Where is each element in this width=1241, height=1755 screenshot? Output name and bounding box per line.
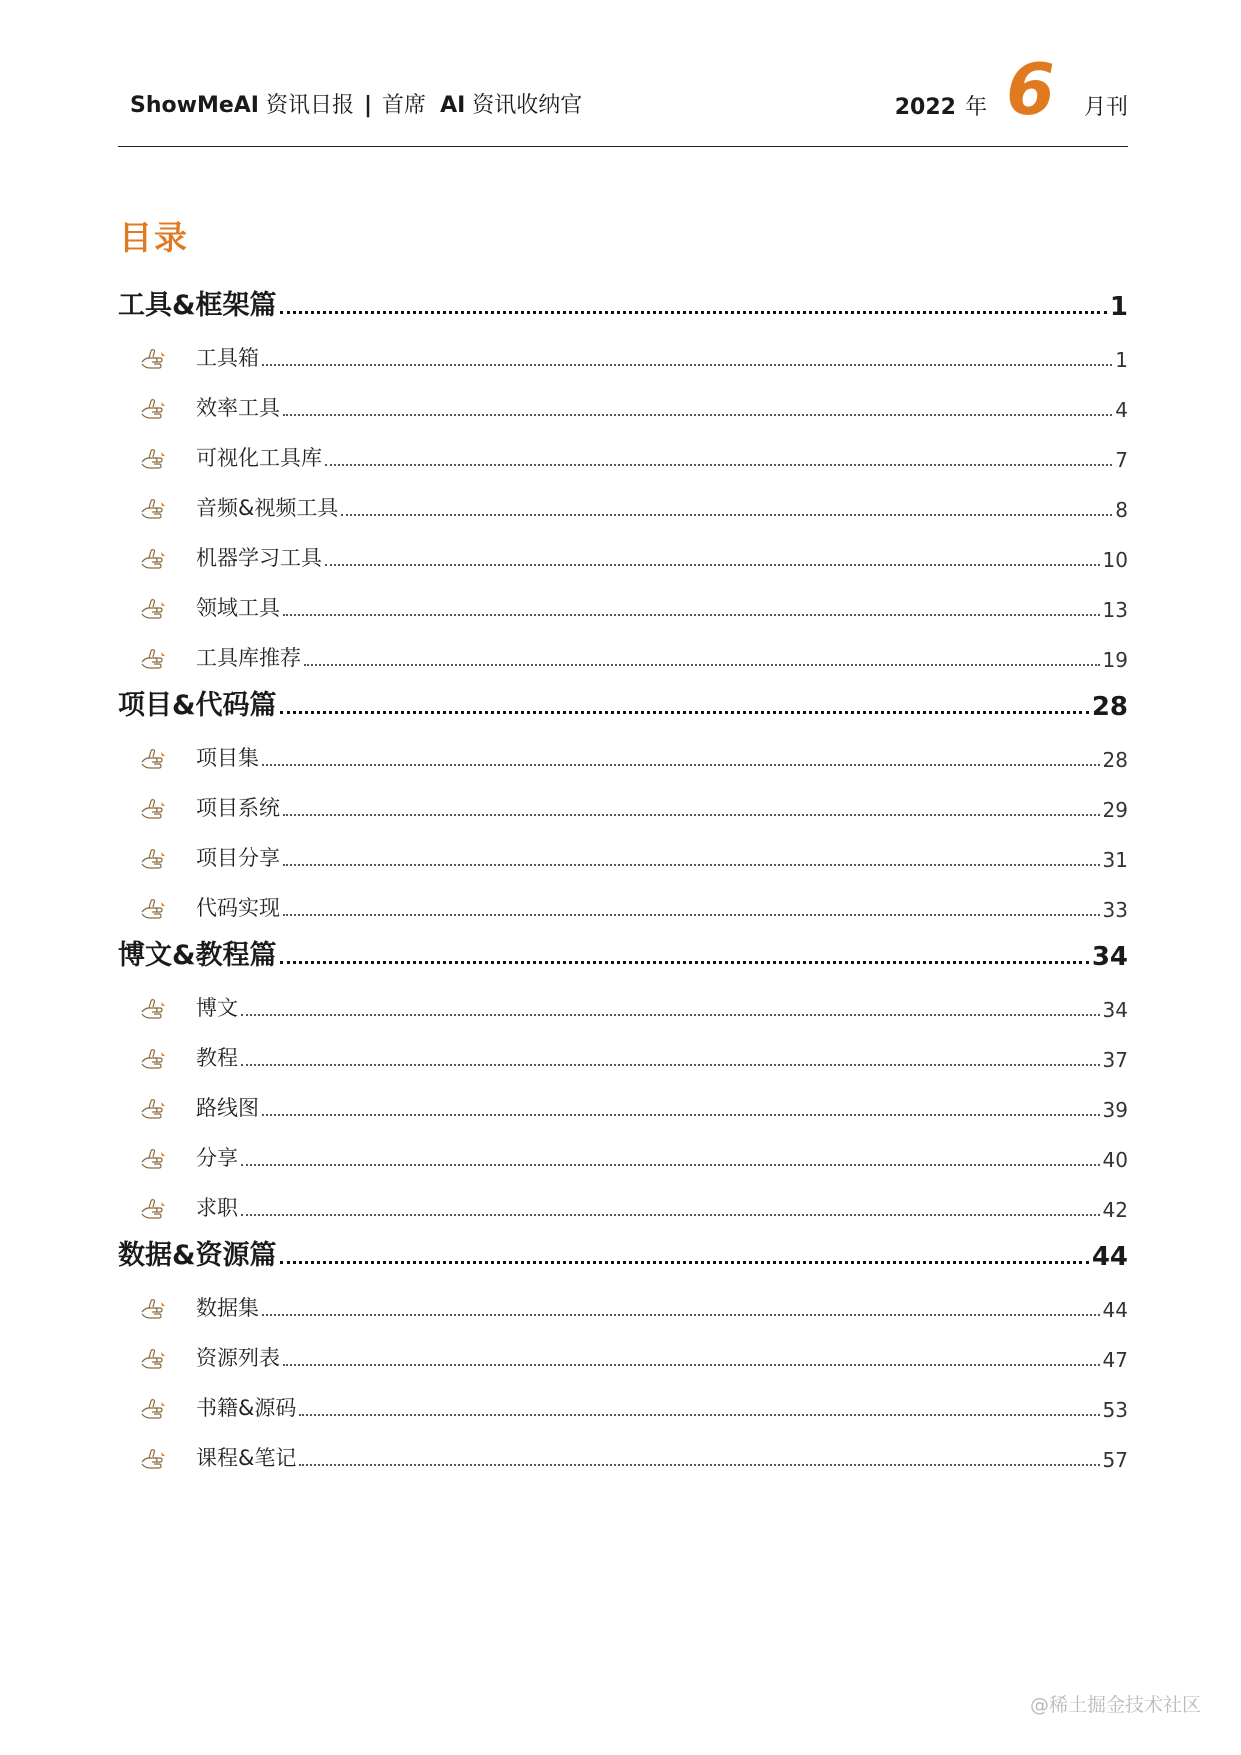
- toc-entry-page: 19: [1102, 648, 1128, 672]
- toc-entry-page: 29: [1102, 798, 1128, 822]
- toc-entry-label: 领域工具: [196, 596, 280, 620]
- toc-entry[interactable]: [118, 472, 1128, 522]
- toc-entry-page: 33: [1102, 898, 1128, 922]
- dot-leader: [280, 1260, 1089, 1264]
- toc-entry[interactable]: [118, 322, 1128, 372]
- toc-entry-label: 博文: [196, 996, 238, 1020]
- dot-leader: [283, 813, 1100, 816]
- dot-leader: [262, 763, 1100, 766]
- toc-entry-page: 28: [1102, 748, 1128, 772]
- pointing-hand-icon: [140, 1148, 170, 1170]
- toc-entry-page: 31: [1102, 848, 1128, 872]
- toc-entry[interactable]: [118, 972, 1128, 1022]
- issue-year-suffix: 年: [965, 95, 988, 120]
- toc-section[interactable]: [118, 272, 1128, 322]
- toc-entry-page: 1: [1115, 348, 1128, 372]
- toc-entry-label: 求职: [196, 1196, 238, 1220]
- dot-leader: [262, 363, 1112, 366]
- pointing-hand-icon: [140, 998, 170, 1020]
- pointing-hand-icon: [140, 448, 170, 470]
- dot-leader: [280, 710, 1089, 714]
- toc-section-label: 项目&代码篇: [118, 690, 277, 721]
- pointing-hand-icon: [140, 848, 170, 870]
- pointing-hand-icon: [140, 548, 170, 570]
- toc-section[interactable]: [118, 672, 1128, 722]
- toc-entry[interactable]: [118, 1122, 1128, 1172]
- header-sub-ai: AI: [440, 93, 466, 118]
- page-header: [118, 40, 1128, 147]
- issue-year: 2022: [894, 95, 956, 120]
- dot-leader: [304, 663, 1100, 666]
- pointing-hand-icon: [140, 598, 170, 620]
- toc-entry-page: 8: [1115, 498, 1128, 522]
- toc-entry[interactable]: [118, 422, 1128, 472]
- toc-entry[interactable]: [118, 722, 1128, 772]
- header-issue: [895, 50, 1128, 130]
- toc-entry[interactable]: [118, 372, 1128, 422]
- pointing-hand-icon: [140, 348, 170, 370]
- dot-leader: [325, 563, 1100, 566]
- table-of-contents: [118, 272, 1128, 1472]
- toc-entry[interactable]: [118, 1322, 1128, 1372]
- toc-entry-page: 42: [1102, 1198, 1128, 1222]
- toc-entry-page: 37: [1102, 1048, 1128, 1072]
- toc-entry-page: 10: [1102, 548, 1128, 572]
- toc-entry[interactable]: [118, 622, 1128, 672]
- toc-entry-label: 音频&视频工具: [196, 496, 339, 520]
- toc-entry[interactable]: [118, 1422, 1128, 1472]
- toc-entry[interactable]: [118, 822, 1128, 872]
- toc-entry[interactable]: [118, 1172, 1128, 1222]
- header-title: [130, 88, 582, 119]
- toc-entry-label: 项目集: [196, 746, 259, 770]
- dot-leader: [283, 613, 1100, 616]
- toc-entry-label: 课程&笔记: [196, 1446, 297, 1470]
- toc-entry-label: 资源列表: [196, 1346, 280, 1370]
- toc-entry-label: 代码实现: [196, 896, 280, 920]
- pointing-hand-icon: [140, 1348, 170, 1370]
- dot-leader: [341, 513, 1112, 516]
- toc-section[interactable]: [118, 922, 1128, 972]
- dot-leader: [241, 1063, 1100, 1066]
- toc-entry-page: 57: [1102, 1448, 1128, 1472]
- pointing-hand-icon: [140, 748, 170, 770]
- toc-section-page: 34: [1091, 942, 1128, 972]
- toc-entry-page: 39: [1102, 1098, 1128, 1122]
- toc-entry[interactable]: [118, 1272, 1128, 1322]
- toc-entry-label: 教程: [196, 1046, 238, 1070]
- pointing-hand-icon: [140, 798, 170, 820]
- toc-section-label: 数据&资源篇: [118, 1240, 277, 1271]
- pointing-hand-icon: [140, 648, 170, 670]
- toc-entry-label: 路线图: [196, 1096, 259, 1120]
- toc-entry-label: 分享: [196, 1146, 238, 1170]
- dot-leader: [241, 1013, 1100, 1016]
- watermark: @稀土掘金技术社区: [1029, 1694, 1201, 1716]
- issue-type: 月刊: [1083, 95, 1128, 120]
- brand-name: ShowMeAI: [130, 93, 259, 118]
- pointing-hand-icon: [140, 498, 170, 520]
- toc-section-page: 44: [1091, 1242, 1128, 1272]
- dot-leader: [280, 960, 1089, 964]
- toc-entry-label: 书籍&源码: [196, 1396, 297, 1420]
- toc-entry-page: 4: [1115, 398, 1128, 422]
- dot-leader: [283, 863, 1100, 866]
- pointing-hand-icon: [140, 398, 170, 420]
- toc-section-page: 1: [1109, 292, 1128, 322]
- header-sub2: 资讯收纳官: [472, 93, 583, 118]
- toc-entry-label: 数据集: [196, 1296, 259, 1320]
- dot-leader: [262, 1113, 1100, 1116]
- toc-entry[interactable]: [118, 572, 1128, 622]
- header-sub1: 首席: [382, 93, 427, 118]
- issue-month: 6: [1006, 49, 1055, 131]
- toc-entry-page: 53: [1102, 1398, 1128, 1422]
- pointing-hand-icon: [140, 1298, 170, 1320]
- dot-leader: [283, 413, 1112, 416]
- toc-entry-page: 7: [1115, 448, 1128, 472]
- dot-leader: [283, 1363, 1100, 1366]
- toc-entry-page: 40: [1102, 1148, 1128, 1172]
- toc-section-label: 博文&教程篇: [118, 940, 277, 971]
- toc-section[interactable]: [118, 1222, 1128, 1272]
- toc-entry-label: 机器学习工具: [196, 546, 322, 570]
- toc-entry-label: 项目系统: [196, 796, 280, 820]
- toc-title: 目录: [119, 218, 189, 257]
- pointing-hand-icon: [140, 1398, 170, 1420]
- pointing-hand-icon: [140, 1448, 170, 1470]
- toc-entry[interactable]: [118, 1022, 1128, 1072]
- toc-entry-label: 项目分享: [196, 846, 280, 870]
- toc-entry[interactable]: [118, 522, 1128, 572]
- toc-section-page: 28: [1091, 692, 1128, 722]
- pointing-hand-icon: [140, 1198, 170, 1220]
- dot-leader: [241, 1163, 1100, 1166]
- dot-leader: [241, 1213, 1100, 1216]
- toc-entry-page: 44: [1102, 1298, 1128, 1322]
- pointing-hand-icon: [140, 1048, 170, 1070]
- dot-leader: [299, 1463, 1099, 1466]
- toc-entry-page: 13: [1102, 598, 1128, 622]
- toc-entry-label: 工具箱: [196, 346, 259, 370]
- toc-entry[interactable]: [118, 772, 1128, 822]
- toc-entry[interactable]: [118, 1372, 1128, 1422]
- toc-entry-label: 工具库推荐: [196, 646, 301, 670]
- toc-entry[interactable]: [118, 1072, 1128, 1122]
- pointing-hand-icon: [140, 1098, 170, 1120]
- dot-leader: [325, 463, 1112, 466]
- toc-entry[interactable]: [118, 872, 1128, 922]
- toc-section-label: 工具&框架篇: [118, 290, 277, 321]
- header-separator: |: [364, 93, 373, 118]
- header-left-text: 资讯日报: [265, 93, 354, 118]
- dot-leader: [280, 310, 1107, 314]
- toc-entry-page: 34: [1102, 998, 1128, 1022]
- toc-entry-label: 可视化工具库: [196, 446, 322, 470]
- dot-leader: [283, 913, 1100, 916]
- pointing-hand-icon: [140, 898, 170, 920]
- dot-leader: [299, 1413, 1099, 1416]
- toc-entry-page: 47: [1102, 1348, 1128, 1372]
- dot-leader: [262, 1313, 1100, 1316]
- toc-entry-label: 效率工具: [196, 396, 280, 420]
